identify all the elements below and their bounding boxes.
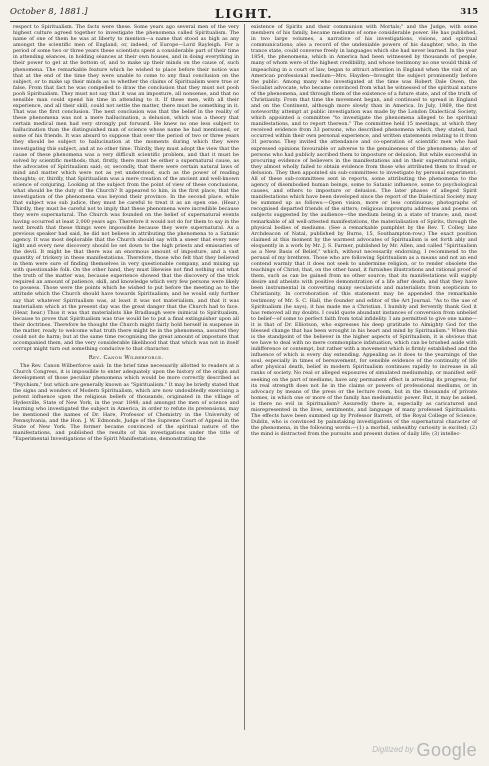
- page-header: [10, 6, 478, 22]
- watermark-prefix: Digitized by: [372, 745, 414, 754]
- left-column: [13, 24, 239, 442]
- digitized-watermark: [372, 740, 477, 761]
- article-paragraph: The Rev. Canon Wilberforce said: In the brief time necessarily allotted to readers at a Church Congress, it is impossible to enter adequately upon the history of the origin and development of those peculiar phenomena which would be more correctly described as "Psychism," but which are generally known as "Spiritualism." It may be briefly stated that the signs and wonders of Modern Spiritualism, which are now undoubtedly exercising a potent influence upon the religious beliefs of thousands, originated in the village of Hydesville, State of New York, in the year 1848; and amongst the men of science and learning who investigated the subject in America, in order to refute its pretensions, may be mentioned the names of Dr. Hare, Professor of Chemistry in the University of Pennsylvania, and the Hon. J. W. Edmonds, Judge of the Supreme Court of Appeal in the State of New York. The former became convinced of the spiritual nature of the manifestations, and published the results of his investigations under the title of "Experimental Investigations of the Spirit Manifestations, demonstrating the: [13, 363, 239, 443]
- page-number: 315: [460, 7, 478, 17]
- publication-title: LIGHT.: [214, 6, 274, 21]
- header-rule: [10, 21, 478, 22]
- article-paragraph: existence of Spirits and their communion with Mortals;" and the Judge, with some members of his family, became mediums of some considerable power. He has published, in two large volumes, a narrative of his investigations, visions, and spiritual communications; also a record of the undeniable powers of his daughter, who, in the trance state, could converse freely in languages which she had never learned. In the year 1854, the phenomena, which in America had been witnessed by thousands of people, many of whom were of the highest credibility, and whose testimony no one would think of impeaching in a court of law, began to attract attention in England when the visit of an American professional medium—Mrs. Hayden—brought the subject prominently before the public. Among many who investigated at the time was Robert Dale Owen, the Socialist advocate, who became convinced from what he witnessed of the spiritual nature of the phenomena, and through them of the existence of a future state, and of the truth of Christianity. From that time the movement began, and continued to spread in England and on the Continent, although more slowly than in America. In July, 1869, the first noteworthy attempt at public investigation was made by the London Dialectical Society, which appointed a committee "to investigate the phenomena alleged to be spiritual manifestations, and to report thereon." The committee held 15 meetings, at which they received evidence from 33 persons, who described phenomena which, they stated, had occurred within their own personal experience, and written statements relating to it from 31 persons. They invited the attendance and co-operation of scientific men who had expressed opinions favourable or adverse to the genuineness of the phenomena; also of persons who had publicly ascribed them to imposture or delusion. But while successful in procuring evidence of believers in the manifestations and in their supernatural origin, they almost wholly failed to obtain evidence from those who attributed them to fraud or delusion. They then appointed six sub-committees to investigate by personal experiment. All of these sub-committees sent in reports, some attributing the phenomena to the agency of disembodied human beings, some to Satanic influence, some to psychological causes, and others to imposture or delusion. The later phases of alleged Spirit manifestations which have been developed since the report of the Dialectical Society may be summed up as follows:—Open vision, more or less continuous; photographs of recognised departed friends of the sitters; religious impromptu addresses and poems on subjects suggested by the audience—the medium being in a state of trance; and, most remarkable of all well-attested manifestations, the materialisation of Spirits, through the physical bodies of mediums. (See a remarkable pamphlet by the Rev. T. Colley, late Archdeacon of Natal, published by Burns, 15, Southampton-row.) The exact position claimed at this moment by the warmest advocates of Spiritualism is set forth ably and eloquently in a work by Mr. J. S. Farmer, published by Mr. Allen, and called "Spiritualism as a New Basis of Belief," which, without necessarily endorsing, I recommend to the perusal of my brethren. Those who are following Spiritualism as a means and not an end contend warmly that it does not seek to undermine religion, or to render obsolete the teachings of Christ; that, on the other hand, it furnishes illustrations and rational proof of them, such as can be gained from no other source; that its manifestations will supply desire and atheists with positive demonstration of a life after death, and that they have been instrumental in converting many secularists and materialists from scepticism to Christianity. In corroboration of this statement may be appended the remarkable testimony of Mr. S. C. Hall, the founder and editor of the Art Journal. "As to the use of Spiritualism (he says), it has made me a Christian. I humbly and fervently thank God it has removed all my doubts. I could quote abundant instances of conversion from unbelief to belief—of some to perfect faith from total infidelity. I am permitted to give one name—it is that of Dr. Elliotson, who expresses his deep gratitude to Almighty God for the blessed change that has been wrought in his heart and mind by Spiritualism." When this is the standpoint of the believer in the higher aspects of Spiritualism, it is obvious that we have to deal with no mere commonplace infatuation, which can be brushed aside with indifference or contempt, but rather with a movement which is firmly established and the influence of which is every day extending. Appealing as it does to the yearnings of the soul, especially in times of bereavement, for sensible evidence of the continuity of life after physical death, belief in modern Spiritualism continues rapidly to increase in all ranks of society. No real or alleged exposures of simulated mediumship, or manifest self-seeking on the part of mediums, have any permanent effect in arresting its progress; for its real strength does not lie in the claims or powers of professional mediums, or in advocacy by means of the press or the lecture room, but in the thousands of private homes, in which one or more of the family has mediumistic power. But, it may be asked, is there no evil in Spiritualism? Assuredly there is, especially as caricatured and misrepresented in the lives, sentiments, and language of many professed Spiritualists. The effects have been summed up by Professor Barrett, of the Royal College of Science, Dublin, who is convinced by painstaking investigations of the supernatural character of the phenomena, in the following words:—(1) a morbid, unhealthy curiosity is excited; (2) the mind is distracted from the pursuits and present duties of daily life; (3) intellec-: [251, 24, 477, 438]
- column-divider: [244, 24, 245, 730]
- right-column: [251, 24, 477, 437]
- google-logo: Google: [416, 740, 477, 760]
- section-title: Rev. Canon Wilberforce.: [88, 355, 164, 362]
- issue-date: October 8, 1881.]: [10, 7, 88, 17]
- article-paragraph: respect to Spiritualism. The facts were these. Some years ago several men of the very highest culture agreed together to investigate the phenomena called Spiritualism. The name of one of them he was at liberty to mention—a name that stood as high as any amongst the scientific men of England, or, indeed, of Europe—Lord Rayleigh. For a period of some two or three years these scientists spent a considerable part of their time in attending séances, in holding séances at their own houses, and in doing everything in their power to get at the bottom of, and to make up their minds on the cause of, such phenomena. The remarkable feature which he wished to place before their notice was that at the end of the time they were unable to come to any final conclusion on the subject, or to make up their minds as to whether the claims of Spiritualism were true or false. From that fact he was compelled to draw the conclusion that they must not pooh pooh Spiritualism. They must not say that it was an imposture, all nonsense, and that no sensible man could spend his time in attending to it. If these men, with all their experience, and all their skill, could not settle the matter, there must be something in it. That was the first conclusion. The next conclusion was that the belief in the reality of these phenomena was not a mere hallucination, a delusion, which was a theory that certain medical men had very strongly put forward. He knew no one less subject to hallucination than the distinguished man of science whose name he had mentioned, or some of his friends. It was absurd to suppose that over the period of two or three years they should be subject to hallucination at the moments during which they were investigating this subject, and at no other time. Thirdly, they must adopt the view that the cause of these phenomena was a very difficult scientific problem, and that it must be solved by scientific methods; that, firstly, there must be either a supernatural cause, as the advocates of Spiritualism said; or, secondly, that there were certain natural laws of mind and matter which were not as yet understood, such as the power of reading thoughts; or, thirdly, that Spiritualism was a mere creation of the ancient and well-known science of conjuring. Looking at the subject from the point of view of these conclusions, what should be the duty of the Church? It appeared to him, in the first place, that the investigation of the phenomena was beyond their province. In the second place, while that subject was sub judice, they must be careful to treat it as an open one. (Hear.) Thirdly, they must be careful not to imply that these phenomena were incredible because they were supernatural. The Church was founded on the belief of supernatural events having occurred at least 2,000 years ago. Therefore it would not do for them to say in the next breath that these things were impossible because they were supernatural. As a previous speaker had said, he did not believe in attributing the phenomena to a Satanic agency. It was most deplorable that the Church should say with a sneer that every new light and every new discovery should be set down to the high priests and emissaries of the devil. It might be that there was an enormous amount of imposture, and a vast quantity of trickery in these manifestations. Therefore, those who felt that they believed in them were sure of finding themselves in very questionable company, and mixing up with questionable folk. On the other hand, they must likewise not find nothing out what the truth of the matter was, because experience showed that the discovery of the trick required an amount of patience, skill, and knowledge which very few persons were likely to possess. Those were the points which he wished to put before the meeting as to the attitude which the Church should have towards Spiritualism; and he would only further say that whatever Spiritualism was, at least it was not materialism, and that it was materialism which at the present day was the great danger that the Church had to face. (Hear, hear.) Thus it was that materialists like Bradlaugh were inimical to Spiritualism, because to prove that Spiritualism was true would be to put a final extinguisher upon all their doctrines. Therefore he thought the Church might fairly hold herself in suspense in the matter, ready to welcome what truth there might be in the phenomena, assured they could not do harm; but at the same time recognising the great amount of imposture that accompanied them, and the very considerable likelihood that that which was not in itself corrupt might turn out something conducive to that character.: [13, 24, 239, 353]
